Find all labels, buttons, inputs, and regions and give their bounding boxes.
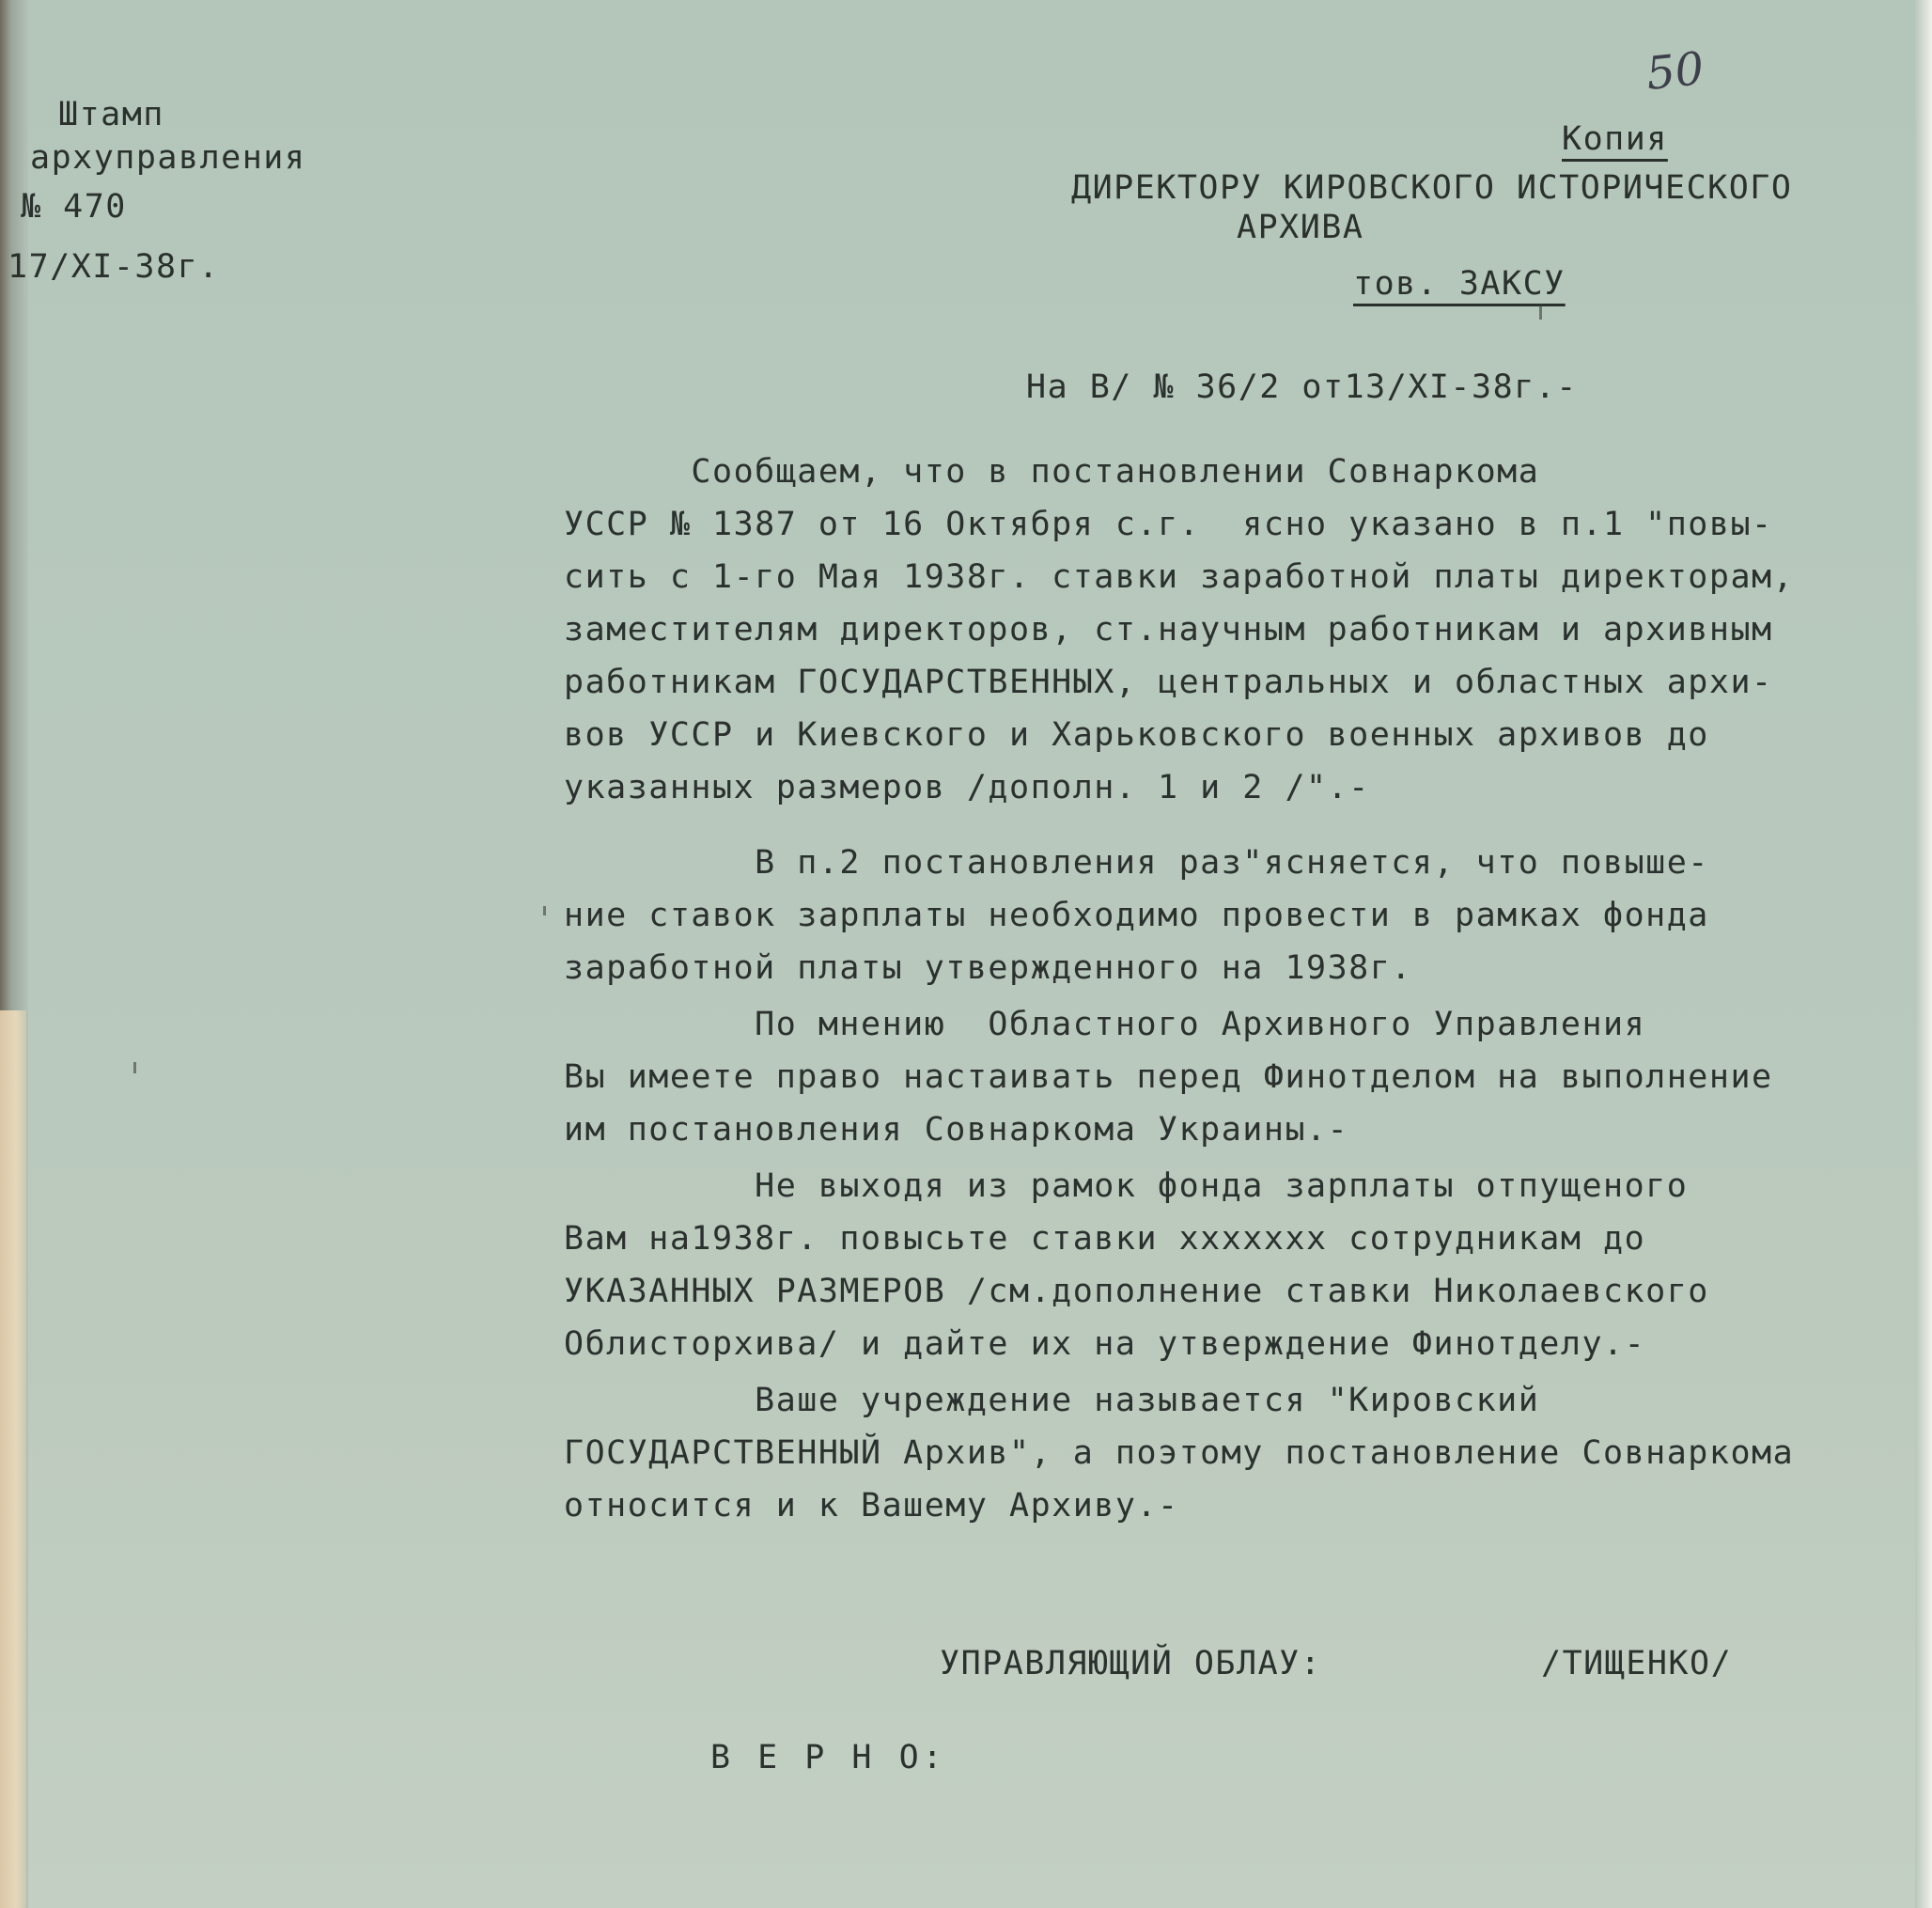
body-line: Вам на1938г. повысьте ставки ххххххх сотрудникам до bbox=[564, 1220, 1646, 1258]
body-line: Вы имеете право настаивать перед Финотделом на выполнение bbox=[564, 1058, 1773, 1096]
folded-paper-edge bbox=[0, 1010, 26, 1908]
signature-title: УПРАВЛЯЮЩИЙ ОБЛАУ: bbox=[940, 1645, 1322, 1682]
body-line: сить с 1-го Мая 1938г. ставки заработной платы директорам, bbox=[564, 558, 1795, 596]
kopiya-label: Копия bbox=[1562, 120, 1668, 158]
body-line: заработной платы утвержденного на 1938г. bbox=[564, 949, 1412, 987]
body-line: УССР № 1387 от 16 Октября с.г. ясно указано в п.1 "повы- bbox=[564, 506, 1773, 543]
page-right-edge bbox=[1915, 0, 1932, 1908]
stamp-line-1: Штамп bbox=[58, 96, 164, 133]
body-line: указанных размеров /дополн. 1 и 2 /".- bbox=[564, 769, 1370, 806]
body-line: УКАЗАННЫХ РАЗМЕРОВ /см.дополнение ставки Николаевского bbox=[564, 1273, 1709, 1310]
body-line: ГОСУДАРСТВЕННЫЙ Архив", а поэтому постановление Совнаркома bbox=[564, 1434, 1795, 1472]
body-line: ние ставок зарплаты необходимо провести в рамках фонда bbox=[564, 897, 1709, 934]
body-line: относится и к Вашему Архиву.- bbox=[564, 1487, 1179, 1525]
body-line: им постановления Совнаркома Украины.- bbox=[564, 1111, 1349, 1149]
body-line: заместителям директоров, ст.научным работникам и архивным bbox=[564, 611, 1773, 649]
addressee-line-1: ДИРЕКТОРУ КИРОВСКОГО ИСТОРИЧЕСКОГО bbox=[1071, 169, 1793, 207]
addressee-line-2: АРХИВА bbox=[1237, 209, 1364, 246]
stamp-line-4: 17/XI-38г. bbox=[8, 248, 220, 286]
body-line: вов УССР и Киевского и Харьковского военных архивов до bbox=[564, 716, 1709, 754]
body-line: Сообщаем, что в постановлении Совнаркома bbox=[564, 453, 1540, 491]
verno-mark: В Е Р Н О: bbox=[710, 1739, 946, 1776]
body-line: В п.2 постановления раз"ясняется, что повыше- bbox=[564, 844, 1709, 882]
signature-name: /ТИЩЕНКО/ bbox=[1541, 1645, 1733, 1682]
body-line: По мнению Областного Архивного Управления bbox=[564, 1006, 1646, 1043]
body-line: Ваше учреждение называется "Кировский bbox=[564, 1382, 1540, 1419]
addressee-line-3: тов. ЗАКСУ bbox=[1353, 265, 1566, 303]
handwritten-page-number: 50 bbox=[1644, 41, 1706, 102]
stamp-line-2: архуправления bbox=[30, 139, 306, 177]
body-line: Не выходя из рамок фонда зарплаты отпущеного bbox=[564, 1167, 1689, 1205]
stamp-line-3: № 470 bbox=[21, 188, 127, 226]
pen-tick-mark bbox=[133, 1062, 136, 1073]
body-line: работникам ГОСУДАРСТВЕННЫХ, центральных и областных архи- bbox=[564, 664, 1773, 701]
pen-tick-mark bbox=[1539, 305, 1542, 320]
body-line: Облисторхива/ и дайте их на утверждение Финотделу.- bbox=[564, 1325, 1646, 1363]
reference-line: На В/ № 36/2 от13/XI-38г.- bbox=[1026, 368, 1578, 406]
pen-tick-mark bbox=[543, 906, 546, 915]
